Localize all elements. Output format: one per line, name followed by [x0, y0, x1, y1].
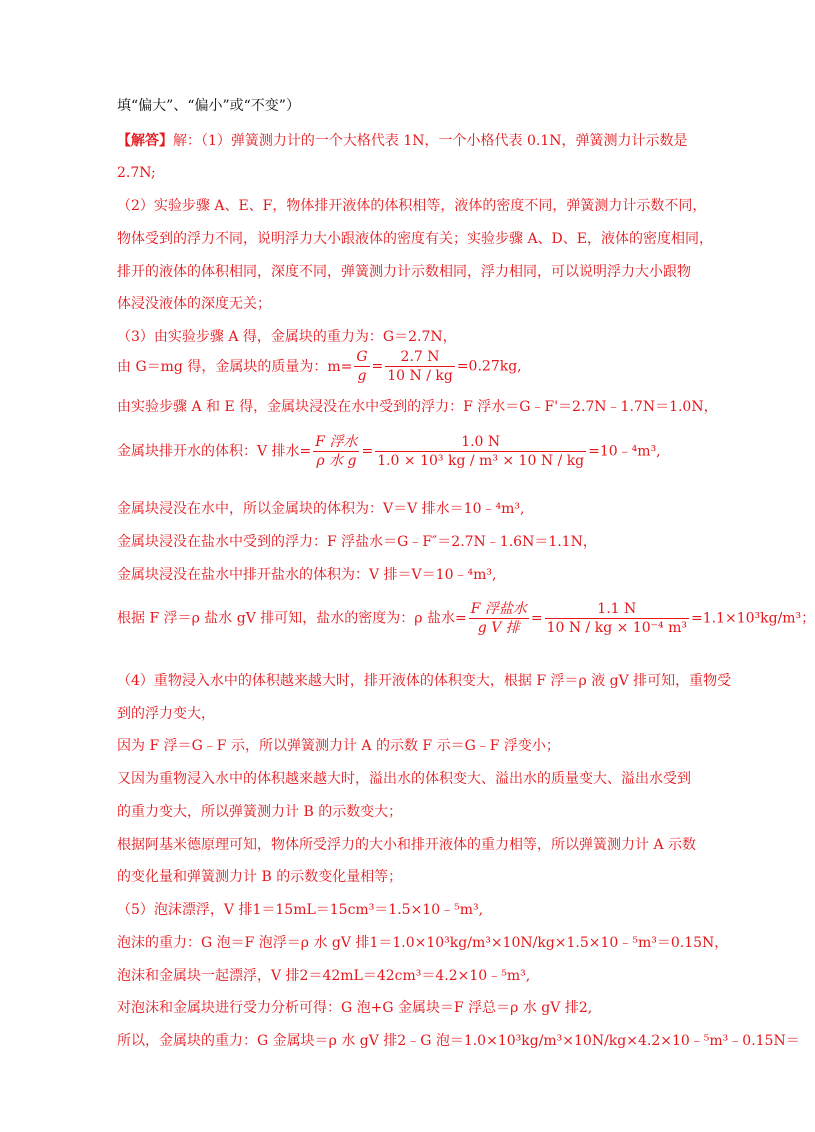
fraction-numerator: G: [356, 349, 368, 365]
fraction-denominator: g: [357, 368, 367, 384]
fraction-denominator: g V 排: [477, 620, 520, 636]
answer-line-11: 金属块浸没在水中，所以金属块的体积为：V＝V 排水＝10﹣⁴m³,: [117, 501, 525, 517]
answer-line-19: 的重力变大，所以弹簧测力计 B 的示数变大；: [117, 804, 403, 820]
answer-line-17: 因为 F 浮＝G﹣F 示，所以弹簧测力计 A 的示数 F 示＝G﹣F 浮变小；: [117, 738, 560, 754]
fraction-volume-values: [375, 433, 586, 470]
fraction-denominator: ρ 水 g: [316, 453, 357, 469]
answer-text-1: 解：（1）弹簧测力计的一个大格代表 1N，一个小格代表 0.1N，弹簧测力计示数是: [173, 133, 688, 149]
fraction-numerator: 1.0 N: [375, 433, 586, 452]
answer-line-2: 2.7N;: [117, 165, 156, 181]
answer-line-1: [117, 131, 760, 151]
answer-line-22: （5）泡沫漂浮，V 排1＝15mL＝15cm³＝1.5×10﹣⁵m³,: [117, 902, 484, 918]
answer-line-4: 物体受到的浮力不同，说明浮力大小跟液体的密度有关；实验步骤 A、D、E，液体的密度相同，: [117, 231, 714, 247]
mass-formula-line: 由 G＝mg 得，金属块的质量为：m= $\frac{G}{g}$ = $\frac{2.7 N}{10 N / kg}$ =0.27kg,: [117, 349, 522, 384]
volume-formula-line: 金属块排开水的体积：V 排水= $\frac{\text{F 浮水}}{\text{ρ 水 g}}$ = $\frac{1.0 N}{\text{1.0 × 10³ kg / m³ × 10 N / kg}}$ =10﹣⁴m³,: [117, 434, 661, 469]
answer-line-25: 对泡沫和金属块进行受力分析可得：G 泡+G 金属块＝F 浮总＝ρ 水 gV 排2,: [117, 1000, 593, 1016]
answer-line-6: 体浸没液体的深度无关；: [117, 296, 271, 312]
answer-line-5: 排开的液体的体积相同，深度不同，弹簧测力计示数相同，浮力相同，可以说明浮力大小跟物: [117, 264, 691, 280]
answer-line-20: 根据阿基米德原理可知，物体所受浮力的大小和排开液体的重力相等，所以弹簧测力计 A 示数: [117, 837, 697, 853]
answer-line-7: （3）由实验步骤 A 得，金属块的重力为：G＝2.7N，: [117, 329, 457, 345]
volume-formula-prefix: 金属块排开水的体积：V 排水=: [117, 443, 312, 460]
fraction-mass-values: [385, 348, 455, 385]
density-formula-result: =1.1×10³kg/m³；: [690, 610, 815, 627]
answer-line-18: 又因为重物浸入水中的体积越来越大时，溢出水的体积变大、溢出水的质量变大、溢出水受到: [117, 771, 691, 787]
answer-line-24: 泡沫和金属块一起漂浮，V 排2＝42mL＝42cm³＝4.2×10﹣⁵m³,: [117, 968, 531, 984]
fraction-numerator: F 浮水: [315, 434, 358, 450]
volume-formula-result: =10﹣⁴m³,: [588, 443, 661, 460]
fraction-numerator: F 浮盐水: [470, 601, 527, 617]
answer-line-9: 由实验步骤 A 和 E 得，金属块浸没在水中受到的浮力：F 浮水＝G﹣F'＝2.7N﹣1.7N＝1.0N，: [117, 399, 718, 415]
answer-line-23: 泡沫的重力：G 泡＝F 泡浮＝ρ 水 gV 排1＝1.0×10³kg/m³×10N/kg×1.5×10﹣⁵m³＝0.15N，: [117, 935, 729, 951]
mass-formula-result: =0.27kg,: [456, 358, 522, 375]
fraction-g-over-g: [354, 348, 369, 385]
density-formula-prefix: 根据 F 浮＝ρ 盐水 gV 排可知，盐水的密度为：ρ 盐水=: [117, 610, 467, 627]
fraction-denominator: 1.0 × 10³ kg / m³ × 10 N / kg: [377, 453, 585, 469]
answer-line-15: （4）重物浸入水中的体积越来越大时，排开液体的体积变大，根据 F 浮＝ρ 液 gV 排可知，重物受: [117, 673, 732, 689]
fraction-saltwater-buoyancy: [469, 600, 529, 637]
answer-tag: 【解答】: [117, 133, 173, 149]
answer-line-3: （2）实验步骤 A、E、F，物体排开液体的体积相等，液体的密度不同，弹簧测力计示数不同，: [117, 198, 707, 214]
answer-line-12: 金属块浸没在盐水中受到的浮力：F 浮盐水＝G﹣F″＝2.7N﹣1.6N＝1.1N，: [117, 534, 597, 550]
density-formula-line: 根据 F 浮＝ρ 盐水 gV 排可知，盐水的密度为：ρ 盐水= $\frac{\text{F 浮盐水}}{\text{g V 排}}$ = $\frac{1.1 N}{\text{10 N / kg × 10⁻⁴ m³}}$ =1.1×10³kg/m³；: [117, 601, 815, 636]
answer-line-26: 所以，金属块的重力：G 金属块＝ρ 水 gV 排2﹣G 泡＝1.0×10³kg/m³×10N/kg×4.2×10﹣⁵m³﹣0.15N＝: [117, 1033, 800, 1049]
answer-line-13: 金属块浸没在盐水中排开盐水的体积为：V 排＝V＝10﹣⁴m³,: [117, 567, 497, 583]
fraction-density-values: [545, 600, 689, 637]
answer-line-16: 到的浮力变大，: [117, 706, 215, 722]
fraction-buoyancy-over-density: [313, 433, 359, 470]
fraction-denominator: 10 N / kg: [387, 368, 453, 384]
fraction-denominator: 10 N / kg × 10⁻⁴ m³: [546, 620, 687, 636]
mass-formula-prefix: 由 G＝mg 得，金属块的质量为：m=: [117, 358, 353, 375]
fraction-numerator: 1.1 N: [545, 600, 689, 619]
question-tail-line: 填“偏大”、“偏小”或“不变”）: [117, 98, 300, 114]
answer-line-21: 的变化量和弹簧测力计 B 的示数变化量相等；: [117, 869, 403, 885]
fraction-numerator: 2.7 N: [385, 348, 455, 367]
